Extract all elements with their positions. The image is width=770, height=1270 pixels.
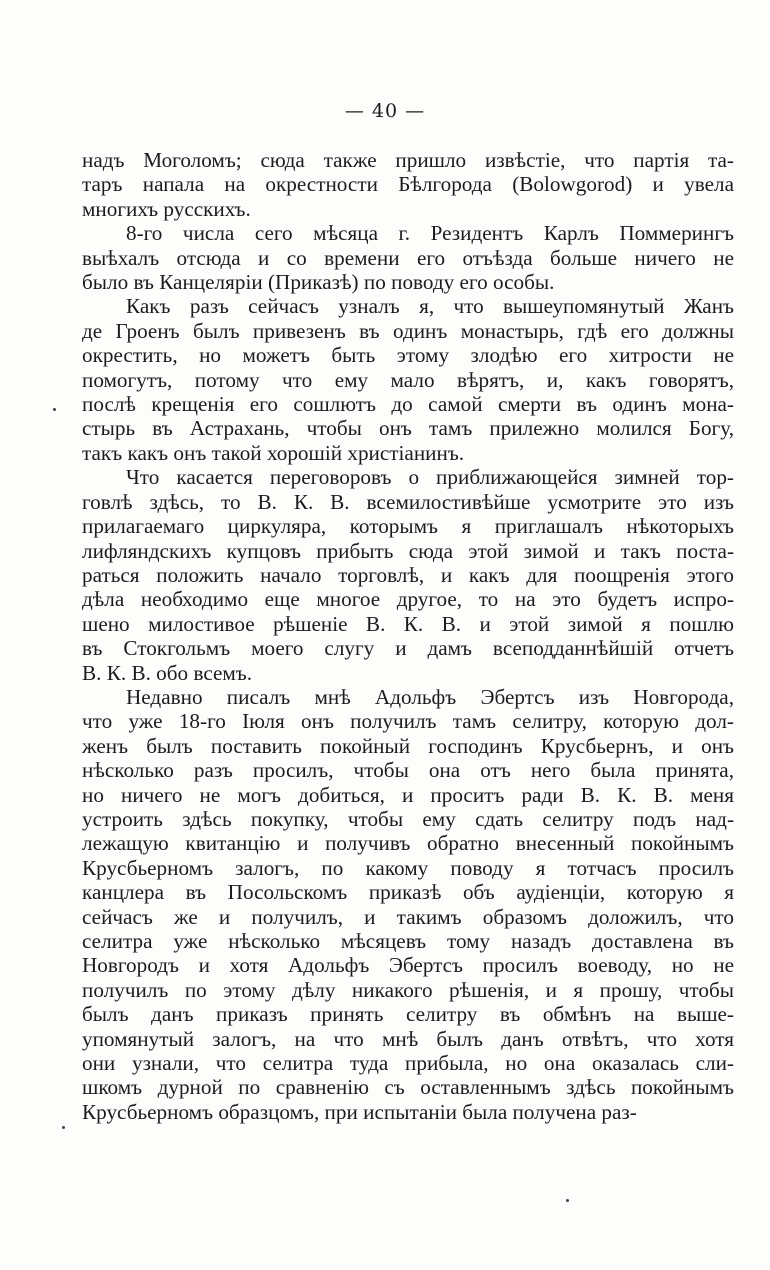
text-line: шено милостивое рѣшеніе В. К. В. и этой зимой я пошлю [82,611,734,636]
text-line: устроить здѣсь покупку, чтобы ему сдать селитру подъ над- [82,806,734,831]
text-line: сейчасъ же и получилъ, и такимъ образомъ доложилъ, что [82,904,734,929]
paragraph [82,294,734,465]
text-line: раться положить начало торговлѣ, и какъ для поощренія этого [82,562,734,587]
text-line: но ничего не могъ добиться, и проситъ ради В. К. В. меня [82,782,734,807]
text-line: Что касается переговоровъ о приближающейся зимней тор- [126,465,734,490]
text-line: нѣсколько разъ просилъ, чтобы она отъ него была принята, [82,758,734,783]
text-line: шкомъ дурной по сравненію съ оставленнымъ здѣсь покойнымъ [82,1075,734,1100]
scan-speck [53,408,56,411]
text-line: выѣхалъ отсюда и со времени его отъѣзда больше ничего не [82,245,734,270]
text-line: женъ былъ поставить покойный господинъ Крусбьернъ, и онъ [82,733,734,758]
text-line: былъ данъ приказъ принять селитру въ обмѣнъ на выше- [82,1002,734,1027]
text-line: де Гроенъ былъ привезенъ въ одинъ монастырь, гдѣ его должны [82,318,734,343]
text-line: Новгородъ и хотя Адольфъ Эбертсъ просилъ воеводу, но не [82,953,734,978]
text-line: селитра уже нѣсколько мѣсяцевъ тому назадъ доставлена въ [82,929,734,953]
text-line: дѣла необходимо еще многое другое, то на это будетъ испро- [82,587,734,612]
body-text [82,148,734,1124]
text-line: послѣ крещенія его сошлютъ до самой смерти въ одинъ мона- [82,392,734,417]
text-line: лифляндскихъ купцовъ прибыть сюда этой зимой и такъ поста- [82,538,734,563]
text-line: что уже 18-го Іюля онъ получилъ тамъ селитру, которую дол- [82,709,734,734]
text-line: Крусбьерномъ залогъ, по какому поводу я тотчасъ просилъ [82,855,734,880]
text-line: помогутъ, потому что ему мало вѣрятъ, и, какъ говорятъ, [82,367,734,392]
paragraph [82,148,734,221]
text-line: лежащую квитанцію и получивъ обратно внесенный покойнымъ [82,831,734,856]
text-line: такъ какъ онъ такой хорошій христіанинъ. [82,440,465,465]
text-line: 8-го числа сего мѣсяца г. Резидентъ Карлъ Поммерингъ [126,221,734,246]
paragraph [82,465,734,685]
paragraph [82,221,734,294]
text-line: Недавно писалъ мнѣ Адольфъ Эбертсъ изъ Новгорода, [126,684,734,709]
text-line: говлѣ здѣсь, то В. К. В. всемилостивѣйше усмотрите это изъ [82,489,734,514]
text-line: канцлера въ Посольскомъ приказѣ объ аудіенціи, которую я [82,880,734,905]
text-line: окрестить, но можетъ быть этому злодѣю его хитрости не [82,343,734,368]
paragraph [82,685,734,1124]
text-line: В. К. В. обо всемъ. [82,660,253,685]
scan-speck [566,1199,569,1202]
page-number: — 40 — [344,100,426,122]
text-line: стырь въ Астрахань, чтобы онъ тамъ прилежно молился Богу, [82,416,734,441]
text-line: многихъ русскихъ. [82,196,251,221]
text-line: прилагаемаго циркуляра, которымъ я приглашалъ нѣкоторыхъ [82,514,734,539]
text-line: получилъ по этому дѣлу никакого рѣшенія, и я прошу, чтобы [82,977,734,1002]
scan-speck [62,1126,65,1129]
text-line: въ Стокгольмъ моего слугу и дамъ всеподданнѣйшій отчетъ [82,636,734,661]
text-line: таръ напала на окрестности Бѣлгорода (Bolowgorod) и увела [82,172,734,197]
text-line: надъ Моголомъ; сюда также пришло извѣстіе, что партія та- [82,148,734,172]
text-line: было въ Канцеляріи (Приказѣ) по поводу его особы. [82,270,555,295]
text-line: они узнали, что селитра туда прибыла, но она оказалась сли- [82,1051,734,1076]
text-line: упомянутый залогъ, на что мнѣ былъ данъ отвѣтъ, что хотя [82,1026,734,1051]
text-line: Крусбьерномъ образцомъ, при испытаніи была получена раз- [82,1099,637,1124]
text-line: Какъ разъ сейчасъ узналъ я, что вышеупомянутый Жанъ [126,294,734,319]
